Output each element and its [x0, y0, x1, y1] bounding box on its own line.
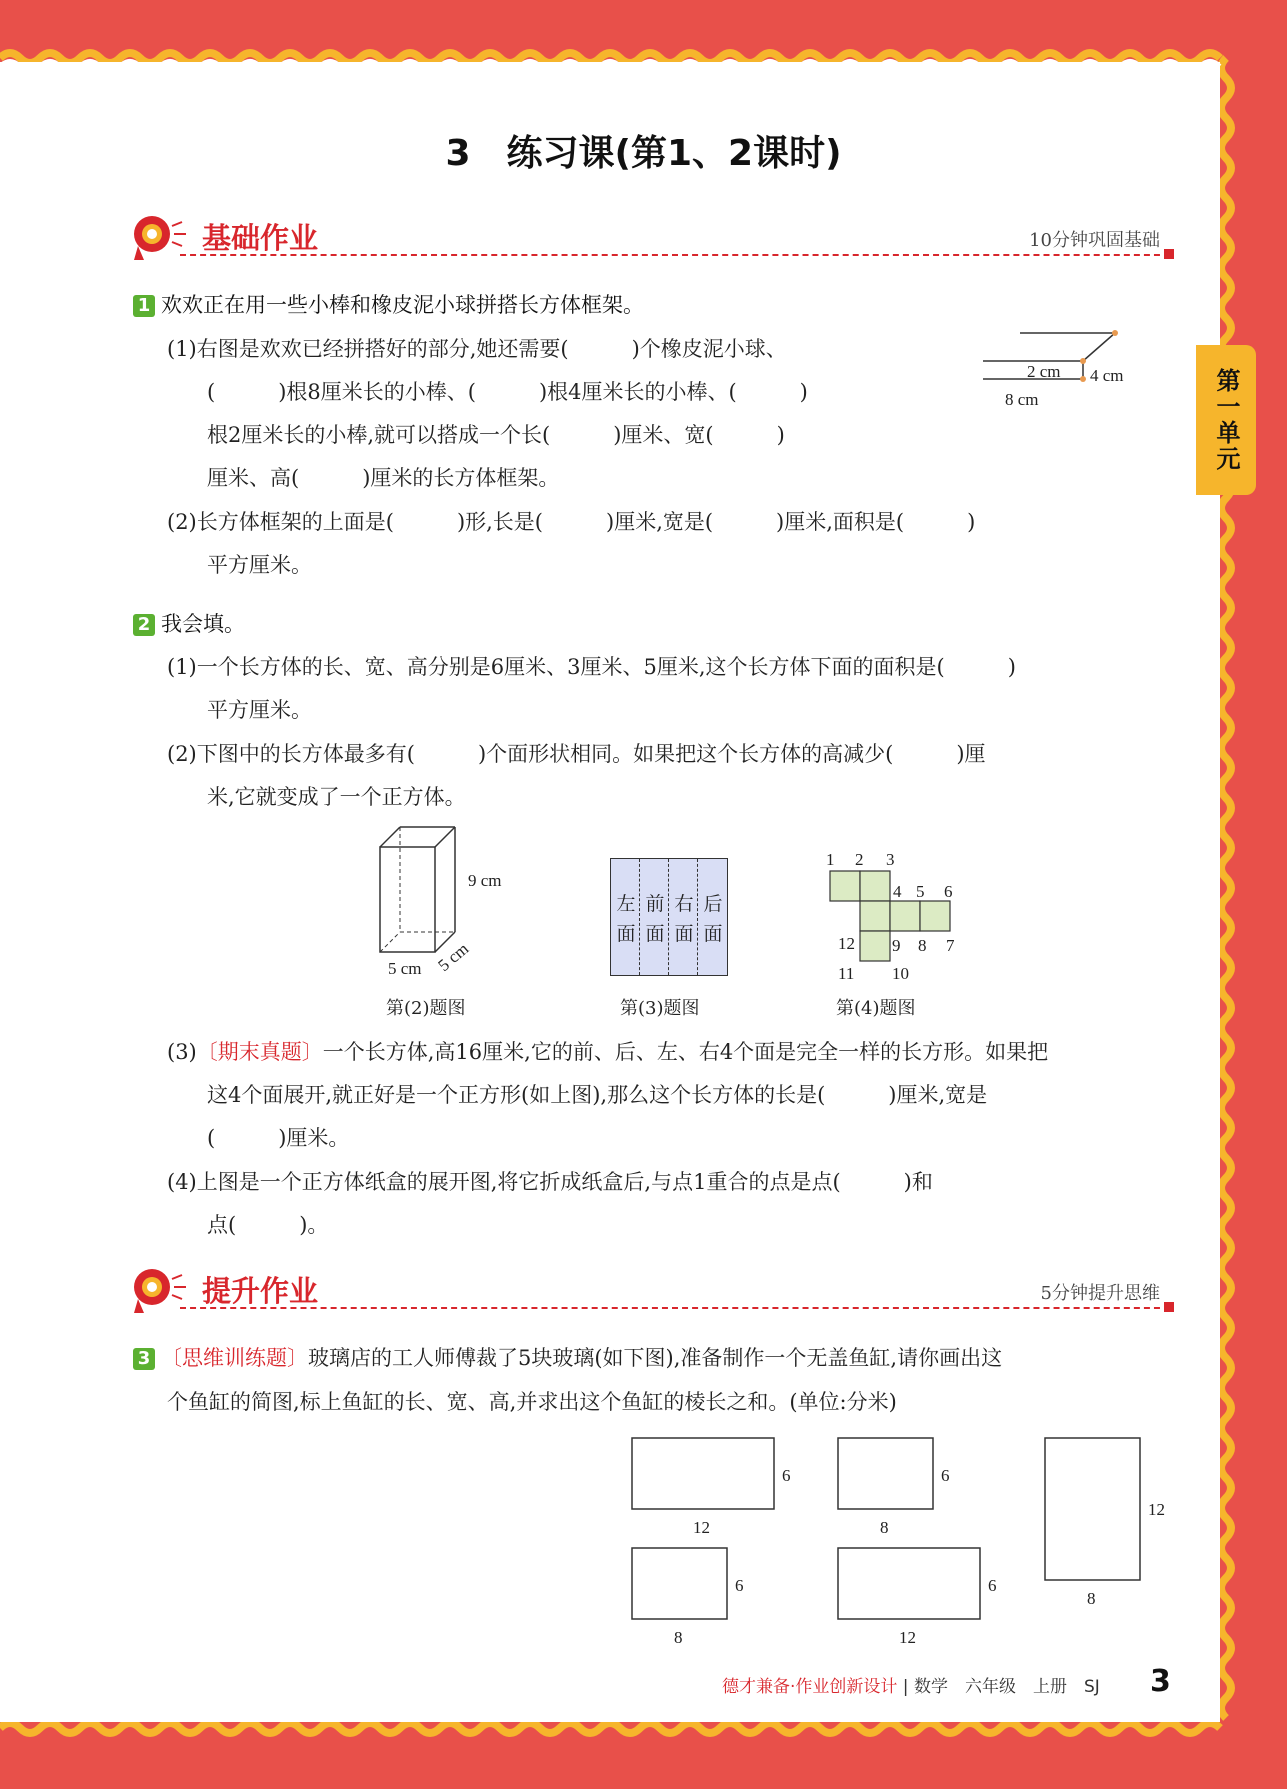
point-12: 12: [838, 934, 855, 953]
page-number: 3: [1150, 1664, 1171, 1699]
unit-side-tab: 第一单元: [1196, 345, 1256, 495]
footer: 德才兼备·作业创新设计 | 数学 六年级 上册 SJ: [722, 1677, 1100, 1697]
glass-piece: [838, 1438, 933, 1509]
q2-3-line: (3)〔期末真题〕一个长方体,高16厘米,它的前、后、左、右4个面是完全一样的长方形。如果把: [167, 1040, 1049, 1064]
point-2: 2: [855, 850, 864, 869]
q1-line: 平方厘米。: [207, 553, 312, 577]
fig2-height-label: 9 cm: [468, 871, 502, 890]
point-8: 8: [918, 936, 927, 955]
glass-pieces-figure: [620, 1430, 1180, 1650]
point-9: 9: [892, 936, 901, 955]
section-basic-title: 基础作业: [202, 221, 319, 255]
question-number-badge: 1: [133, 295, 155, 317]
fig3-caption: 第(3)题图: [620, 998, 700, 1019]
q2-line: 平方厘米。: [207, 698, 312, 722]
section-advanced-note: 5分钟提升思维: [1040, 1283, 1160, 1304]
q3-line: 个鱼缸的简图,标上鱼缸的长、宽、高,并求出这个鱼缸的棱长之和。(单位:分米): [167, 1390, 897, 1414]
point-10: 10: [892, 964, 909, 980]
point-4: 4: [893, 882, 902, 901]
section-divider: [180, 254, 1170, 256]
svg-text:12: 12: [899, 1628, 916, 1647]
q2-4-line: (4)上图是一个正方体纸盒的展开图,将它折成纸盒后,与点1重合的点是点( )和: [167, 1170, 933, 1194]
svg-text:6: 6: [988, 1576, 997, 1595]
thinking-tag: 〔思维训练题〕: [161, 1346, 308, 1370]
svg-text:8: 8: [674, 1628, 683, 1647]
svg-text:6: 6: [735, 1576, 744, 1595]
svg-text:6: 6: [782, 1466, 791, 1485]
question-number-badge: 3: [133, 1348, 155, 1370]
svg-text:6: 6: [941, 1466, 950, 1485]
section-advanced-title: 提升作业: [202, 1274, 319, 1308]
fig2-width-label: 5 cm: [434, 938, 473, 976]
section-divider: [180, 1307, 1170, 1309]
q2-4-line: 点( )。: [207, 1213, 329, 1237]
fig2-caption: 第(2)题图: [386, 998, 466, 1019]
q2-line: 米,它就变成了一个正方体。: [207, 785, 466, 809]
question-2-heading: [133, 608, 245, 638]
q2-3-line: ( )厘米。: [207, 1126, 350, 1150]
glass-piece: [632, 1438, 774, 1509]
q2-line: (1)一个长方体的长、宽、高分别是6厘米、3厘米、5厘米,这个长方体下面的面积是( ): [167, 655, 1016, 679]
q1-line: ( )根8厘米长的小棒、( )根4厘米长的小棒、( ): [207, 380, 808, 404]
point-7: 7: [946, 936, 955, 955]
q1-line: (2)长方体框架的上面是( )形,长是( )厘米,宽是( )厘米,面积是( ): [167, 510, 976, 534]
fig3-unfolded-square: [610, 858, 728, 976]
q2-3-line: 这4个面展开,就正好是一个正方形(如上图),那么这个长方体的长是( )厘米,宽是: [207, 1083, 988, 1107]
question-1-heading: [133, 289, 644, 319]
question-1-text: 欢欢正在用一些小棒和橡皮泥小球拼搭长方体框架。: [161, 293, 644, 317]
svg-text:12: 12: [693, 1518, 710, 1537]
label-2cm: 2 cm: [1027, 362, 1061, 381]
svg-text:12: 12: [1148, 1500, 1165, 1519]
section-divider-end: [1164, 1302, 1174, 1312]
footer-subject: 数学 六年级 上册 SJ: [913, 1677, 1100, 1697]
section-basic-note: 10分钟巩固基础: [1029, 230, 1160, 251]
svg-text:8: 8: [880, 1518, 889, 1537]
fig2-length-label: 5 cm: [388, 959, 422, 978]
glass-piece: [838, 1548, 980, 1619]
svg-text:8: 8: [1087, 1589, 1096, 1608]
exam-tag: 〔期末真题〕: [196, 1040, 323, 1064]
fig4-cube-net: [820, 845, 970, 980]
point-5: 5: [916, 882, 925, 901]
point-1: 1: [826, 850, 835, 869]
fig2-cuboid: [370, 822, 530, 982]
question-3-heading: 3 〔思维训练题〕玻璃店的工人师傅裁了5块玻璃(如下图),准备制作一个无盖鱼缸,请你画出这: [133, 1342, 1002, 1372]
face-back: 后 面: [703, 893, 723, 945]
q1-line: (1)右图是欢欢已经拼搭好的部分,她还需要( )个橡皮泥小球、: [167, 337, 787, 361]
section-basic-header: [130, 212, 1170, 262]
page-title: 3 练习课(第1、2课时): [445, 133, 842, 174]
point-6: 6: [944, 882, 953, 901]
label-8cm: 8 cm: [1005, 390, 1039, 409]
face-right: 右 面: [674, 893, 694, 945]
glass-piece: [632, 1548, 727, 1619]
question-number-badge: 2: [133, 614, 155, 636]
section-advanced-header: [130, 1265, 1170, 1315]
section-divider-end: [1164, 249, 1174, 259]
glass-piece: [1045, 1438, 1140, 1580]
footer-brand: 德才兼备·作业创新设计: [722, 1677, 898, 1697]
point-3: 3: [886, 850, 895, 869]
fig4-caption: 第(4)题图: [836, 998, 916, 1019]
q1-line: 厘米、高( )厘米的长方体框架。: [207, 466, 560, 490]
q1-line: 根2厘米长的小棒,就可以搭成一个长( )厘米、宽( ): [207, 423, 785, 447]
q1-frame-figure: [975, 325, 1160, 415]
point-11: 11: [838, 964, 855, 980]
question-2-text: 我会填。: [161, 612, 245, 636]
label-4cm: 4 cm: [1090, 366, 1124, 385]
face-front: 前 面: [645, 893, 665, 945]
face-left: 左 面: [616, 893, 636, 945]
q2-line: (2)下图中的长方体最多有( )个面形状相同。如果把这个长方体的高减少( )厘: [167, 742, 986, 766]
